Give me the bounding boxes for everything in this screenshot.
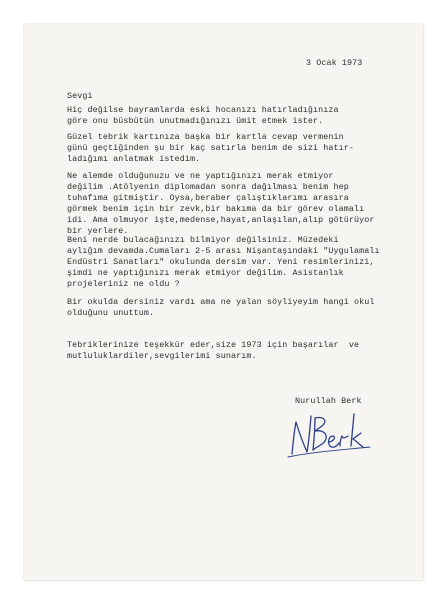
letter-page — [24, 24, 423, 580]
letter-paragraph-3: Ne alemde olduğunuzu ve ne yaptığınızı merak etmiyor değilim .Atölyenin diplomadan sonra dağılması benim hep tuhafıma gitmiştir. Oysa,beraber çalıştıklarımı arasıra görmek benim için bir zevk,bir bakıma da bir görev olamalı idi. Ama olmuyor işte,medense,hayat,anlaşılan,alıp götürüyor bir yerlere. — [67, 171, 375, 236]
handwritten-signature — [282, 406, 374, 461]
letter-paragraph-4: Beni nerde bulacağınızı bilmiyor değilsiniz. Müzedeki aylığım devamda.Cumaları 2-5 arası Nişantaşındaki "Uygulamalı Endüstri Sanatları" okulunda dersim var. Yeni resimlerinizi, şimdi ne yaptığınızı merak etmiyor değilim. Asistanlık projeleriniz ne oldu ? — [67, 235, 380, 289]
letter-date: 3 Ocak 1973 — [306, 58, 363, 68]
letter-greeting: Sevgi — [67, 91, 93, 101]
letter-paragraph-6: Tebriklerinize teşekkür eder,size 1973 için başarılar ve mutluluklardiler,sevgilerimi sunarım. — [67, 340, 360, 361]
letter-paragraph-2: Güzel tebrik kartınıza başka bir kartla cevap vermenin günü geçtiğinden şu bir kaç satırla benim de sizi hatır- ladığımı anlatmak istedim. — [67, 132, 355, 164]
signer-name: Nurullah Berk — [295, 396, 362, 406]
letter-paragraph-1: Hiç değilse bayramlarda eski hocanızı hatırladığınıza göre onu büsbütün unutmadığınızı ümit etmek ister. — [67, 105, 339, 126]
letter-paragraph-5: Bir okulda dersiniz vardı ama ne yalan söyliyeyim hangi okul olduğunu unuttum. — [67, 297, 375, 318]
